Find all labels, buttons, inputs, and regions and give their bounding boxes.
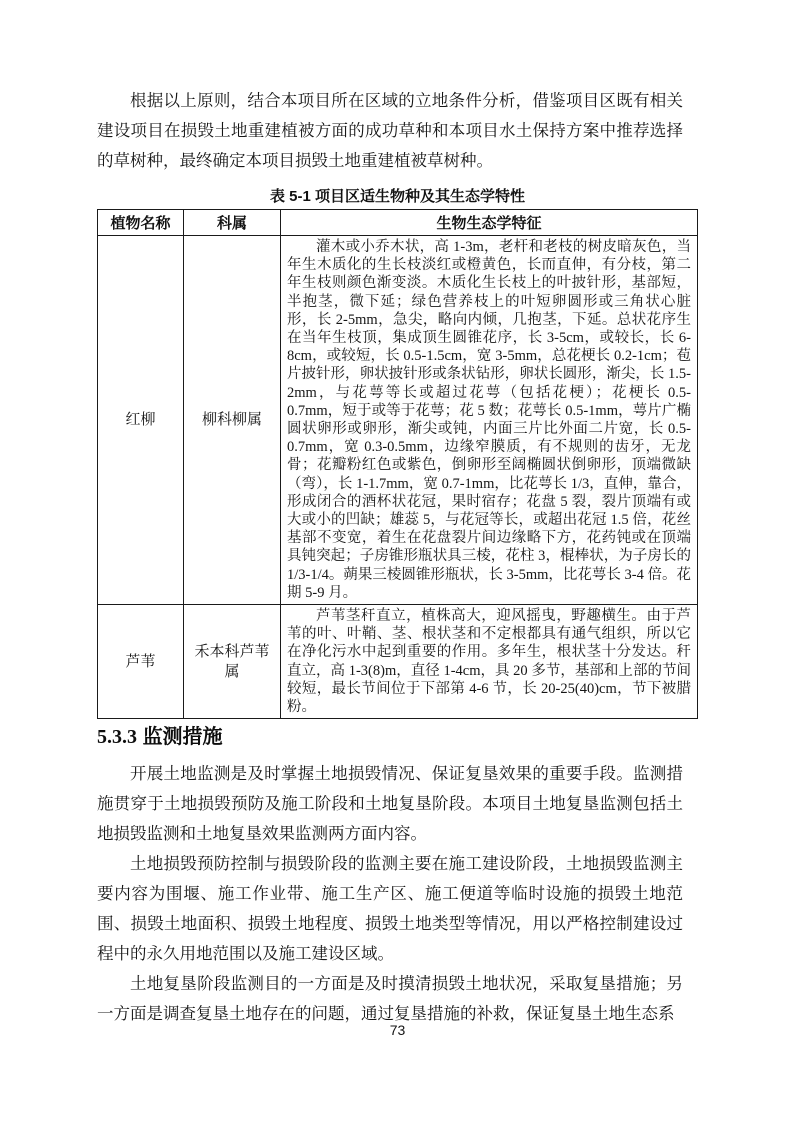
col-header-family: 科属 bbox=[184, 210, 281, 236]
table-caption: 表 5-1 项目区适生物种及其生态学特性 bbox=[269, 188, 526, 205]
table-row-tamarisk bbox=[98, 236, 698, 605]
traits-cell bbox=[281, 605, 698, 719]
col-header-traits: 生物生态学特征 bbox=[281, 210, 698, 236]
page-number: 73 bbox=[389, 1022, 406, 1038]
plant-name-cell: 芦苇 bbox=[98, 605, 184, 719]
table-header-row bbox=[98, 210, 698, 236]
traits-text: 灌木或小乔木状，高 1-3m，老杆和老枝的树皮暗灰色，当年生木质化的生长枝淡红或橙黄色，长而直伸，有分枝，第二年生枝则颜色渐变淡。木质化生长枝上的叶披针形，基部短，半抱茎，微下延；绿色营养枝上的叶短卵圆形或三角状心脏形，长 2-5mm，急尖，略向内倾，几抱茎，下延。总状花序生在当年生枝顶，集成顶生圆锥花序，长 3-5cm，或较长，长 6-8cm，或较短，长 0.5-1.5cm，宽 3-5mm，总花梗长 0.2-1cm；苞片披针形，卵状披针形或条状钻形，卵状长圆形，渐尖，长 1.5-2mm，与花萼等长或超过花萼（包括花梗）；花梗长 0.5-0.7mm，短于或等于花萼；花 5 数；花萼长 0.5-1mm，萼片广椭圆状卵形或卵形，渐尖或钝，内面三片比外面二片宽，长 0.5-0.7mm，宽 0.3-0.5mm，边缘窄膜质，有不规则的齿牙，无龙骨；花瓣粉红色或紫色，倒卵形至阔椭圆状倒卵形，顶端微缺（弯），长 1-1.7mm，宽 0.7-1mm，比花萼长 1/3，直伸，靠合，形成闭合的酒杯状花冠，果时宿存；花盘 5 裂，裂片顶端有或大或小的凹缺；雄蕊 5，与花冠等长，或超出花冠 1.5 倍，花丝基部不变宽，着生在花盘裂片间边缘略下方，花药钝或在顶端具钝突起；子房锥形瓶状具三棱，花柱 3，棍棒状，为子房长的 1/3-1/4。蒴果三棱圆锥形瓶状，长 3-5mm，比花萼长 3-4 倍。花期 5-9 月。 bbox=[287, 239, 691, 601]
family-cell: 禾本科芦苇属 bbox=[184, 605, 281, 719]
intro-paragraph: 根据以上原则，结合本项目所在区域的立地条件分析，借鉴项目区既有相关建设项目在损毁土地重建植被方面的成功草种和本项目水土保持方案中推荐选择的草树种，最终确定本项目损毁土地重建植被草树种。 bbox=[97, 91, 683, 170]
table-row-reed bbox=[98, 605, 698, 719]
species-table bbox=[97, 209, 698, 719]
traits-cell bbox=[281, 236, 698, 605]
section-heading bbox=[97, 724, 698, 750]
paragraph-monitoring-2: 土地损毁预防控制与损毁阶段的监测主要在施工建设阶段，土地损毁监测主要内容为围堰、施工作业带、施工生产区、施工便道等临时设施的损毁土地范围、损毁土地面积、损毁土地程度、损毁土地类型等情况，用以严格控制建设过程中的永久用地范围以及施工建设区域。 bbox=[97, 854, 683, 964]
family-cell: 柳科柳属 bbox=[184, 236, 281, 605]
section-number: 5.3.3 bbox=[97, 726, 137, 749]
traits-text: 芦苇茎秆直立，植株高大，迎风摇曳，野趣横生。由于芦苇的叶、叶鞘、茎、根状茎和不定根都具有通气组织，所以它在净化污水中起到重要的作用。多年生，根状茎十分发达。秆直立，高 1-3(8)m，直径 1-4cm，具 20 多节，基部和上部的节间较短，最长节间位于下部第 4-6 节，长 20-25(40)cm，节下被腊粉。 bbox=[287, 608, 691, 716]
plant-name-cell: 红柳 bbox=[98, 236, 184, 605]
paragraph-monitoring-3: 土地复垦阶段监测目的一方面是及时摸清损毁土地状况，采取复垦措施；另一方面是调查复垦土地存在的问题，通过复垦措施的补救，保证复垦土地生态系 bbox=[97, 974, 683, 1024]
paragraph-monitoring-1: 开展土地监测是及时掌握土地损毁情况、保证复垦效果的重要手段。监测措施贯穿于土地损毁预防及施工阶段和土地复垦阶段。本项目土地复垦监测包括土地损毁监测和土地复垦效果监测两方面内容。 bbox=[97, 764, 683, 844]
section-title: 监测措施 bbox=[142, 726, 223, 749]
col-header-plant-name: 植物名称 bbox=[98, 210, 184, 236]
